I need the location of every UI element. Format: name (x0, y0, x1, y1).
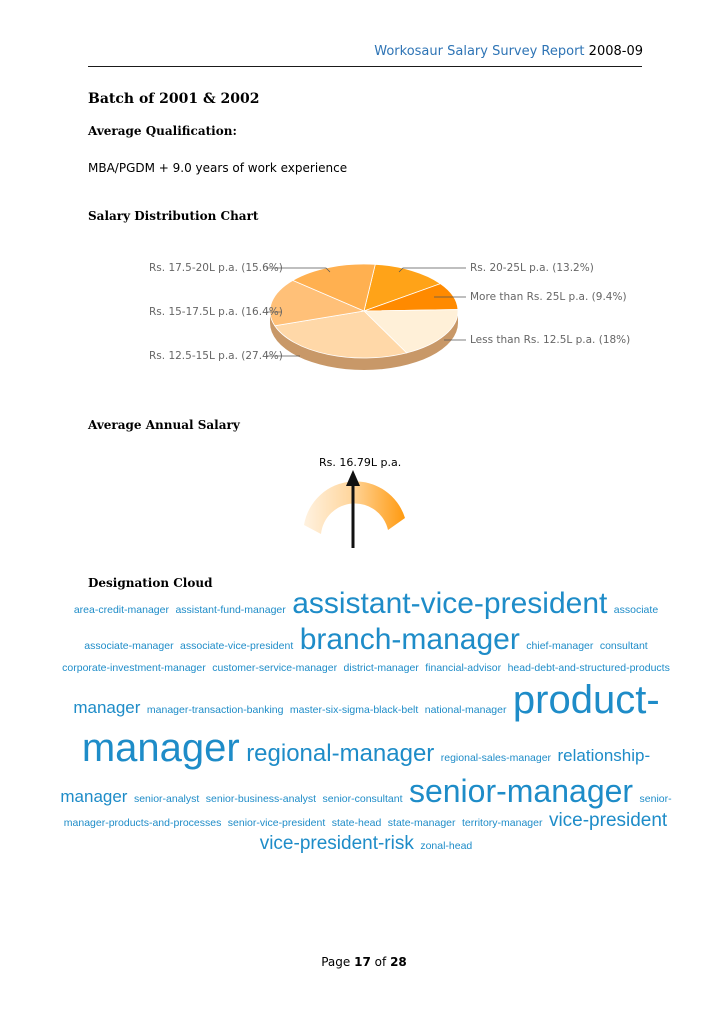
salary-heading: Average Annual Salary (88, 418, 240, 432)
report-title: Workosaur Salary Survey Report (374, 44, 585, 59)
designation-tag[interactable]: assistant-fund-manager (175, 604, 286, 616)
pie-label-17-5-20: Rs. 17.5-20L p.a. (15.6%) (149, 262, 283, 274)
designation-tag[interactable]: senior-consultant (322, 793, 403, 805)
designation-tag[interactable]: senior-manager-products-and-processes (63, 793, 672, 830)
designation-tag[interactable]: associate (613, 604, 659, 616)
gauge-needle-head (346, 470, 360, 486)
designation-tag[interactable]: assistant-vice-president (292, 587, 608, 620)
page-footer (0, 955, 728, 969)
pie-label-15-17-5: Rs. 15-17.5L p.a. (16.4%) (149, 306, 283, 318)
designation-tag[interactable]: national-manager (424, 704, 507, 716)
designation-tag[interactable]: associate-manager (84, 640, 174, 652)
designation-tag[interactable]: state-head (331, 817, 382, 830)
pie-label-more-than-25: More than Rs. 25L p.a. (9.4%) (470, 291, 627, 303)
pie-label-less-than-12-5: Less than Rs. 12.5L p.a. (18%) (470, 334, 631, 346)
designation-tag[interactable]: senior-business-analyst (205, 793, 317, 805)
qualification-heading: Average Qualification: (88, 124, 237, 138)
designation-tag[interactable]: head-debt-and-structured-products (507, 662, 670, 674)
designation-tag[interactable]: financial-advisor (425, 662, 502, 674)
designation-tag[interactable]: manager-transaction-banking (146, 704, 284, 716)
designation-tag[interactable]: product-manager (81, 678, 660, 770)
designation-tag[interactable]: territory-manager (461, 817, 543, 830)
designation-tag[interactable]: regional-sales-manager (440, 752, 552, 764)
designation-tag[interactable]: vice-president (548, 810, 668, 832)
designation-tag[interactable]: senior-manager (408, 773, 634, 809)
designation-tag[interactable]: master-six-sigma-black-belt (289, 704, 419, 716)
designation-cloud (60, 586, 672, 856)
designation-tag[interactable]: chief-manager (526, 640, 594, 652)
pie-label-12-5-15: Rs. 12.5-15L p.a. (27.4%) (149, 350, 283, 362)
designation-tag[interactable]: area-credit-manager (73, 604, 169, 616)
designation-tag[interactable]: consultant (599, 640, 648, 652)
designation-tag[interactable]: relationship-manager (60, 746, 651, 806)
report-year: 2008-09 (588, 44, 643, 59)
designation-tag[interactable]: manager (73, 698, 141, 717)
designation-tag[interactable]: senior-analyst (133, 793, 200, 805)
designation-tag[interactable]: associate-vice-president (180, 640, 294, 652)
designation-tag[interactable]: branch-manager (299, 623, 520, 656)
designation-tag[interactable]: senior-vice-president (227, 817, 326, 830)
footer-of: of (374, 955, 387, 969)
designation-tag[interactable]: corporate-investment-manager (62, 662, 206, 674)
footer-page: 17 (354, 955, 371, 969)
section-title: Batch of 2001 & 2002 (88, 91, 260, 107)
footer-prefix: Page (321, 955, 351, 969)
footer-total: 28 (390, 955, 407, 969)
designation-tag[interactable]: zonal-head (420, 840, 473, 853)
qualification-text: MBA/PGDM + 9.0 years of work experience (88, 161, 348, 175)
distribution-heading: Salary Distribution Chart (88, 209, 259, 223)
designation-tag[interactable]: district-manager (343, 662, 419, 674)
cloud-heading: Designation Cloud (88, 576, 213, 590)
designation-tag[interactable]: regional-manager (246, 740, 435, 767)
pie-label-20-25: Rs. 20-25L p.a. (13.2%) (470, 262, 594, 274)
designation-tag[interactable]: vice-president-risk (259, 833, 414, 855)
designation-tag[interactable]: customer-service-manager (212, 662, 338, 674)
gauge-label: Rs. 16.79L p.a. (319, 456, 402, 469)
designation-tag[interactable]: state-manager (387, 817, 456, 830)
